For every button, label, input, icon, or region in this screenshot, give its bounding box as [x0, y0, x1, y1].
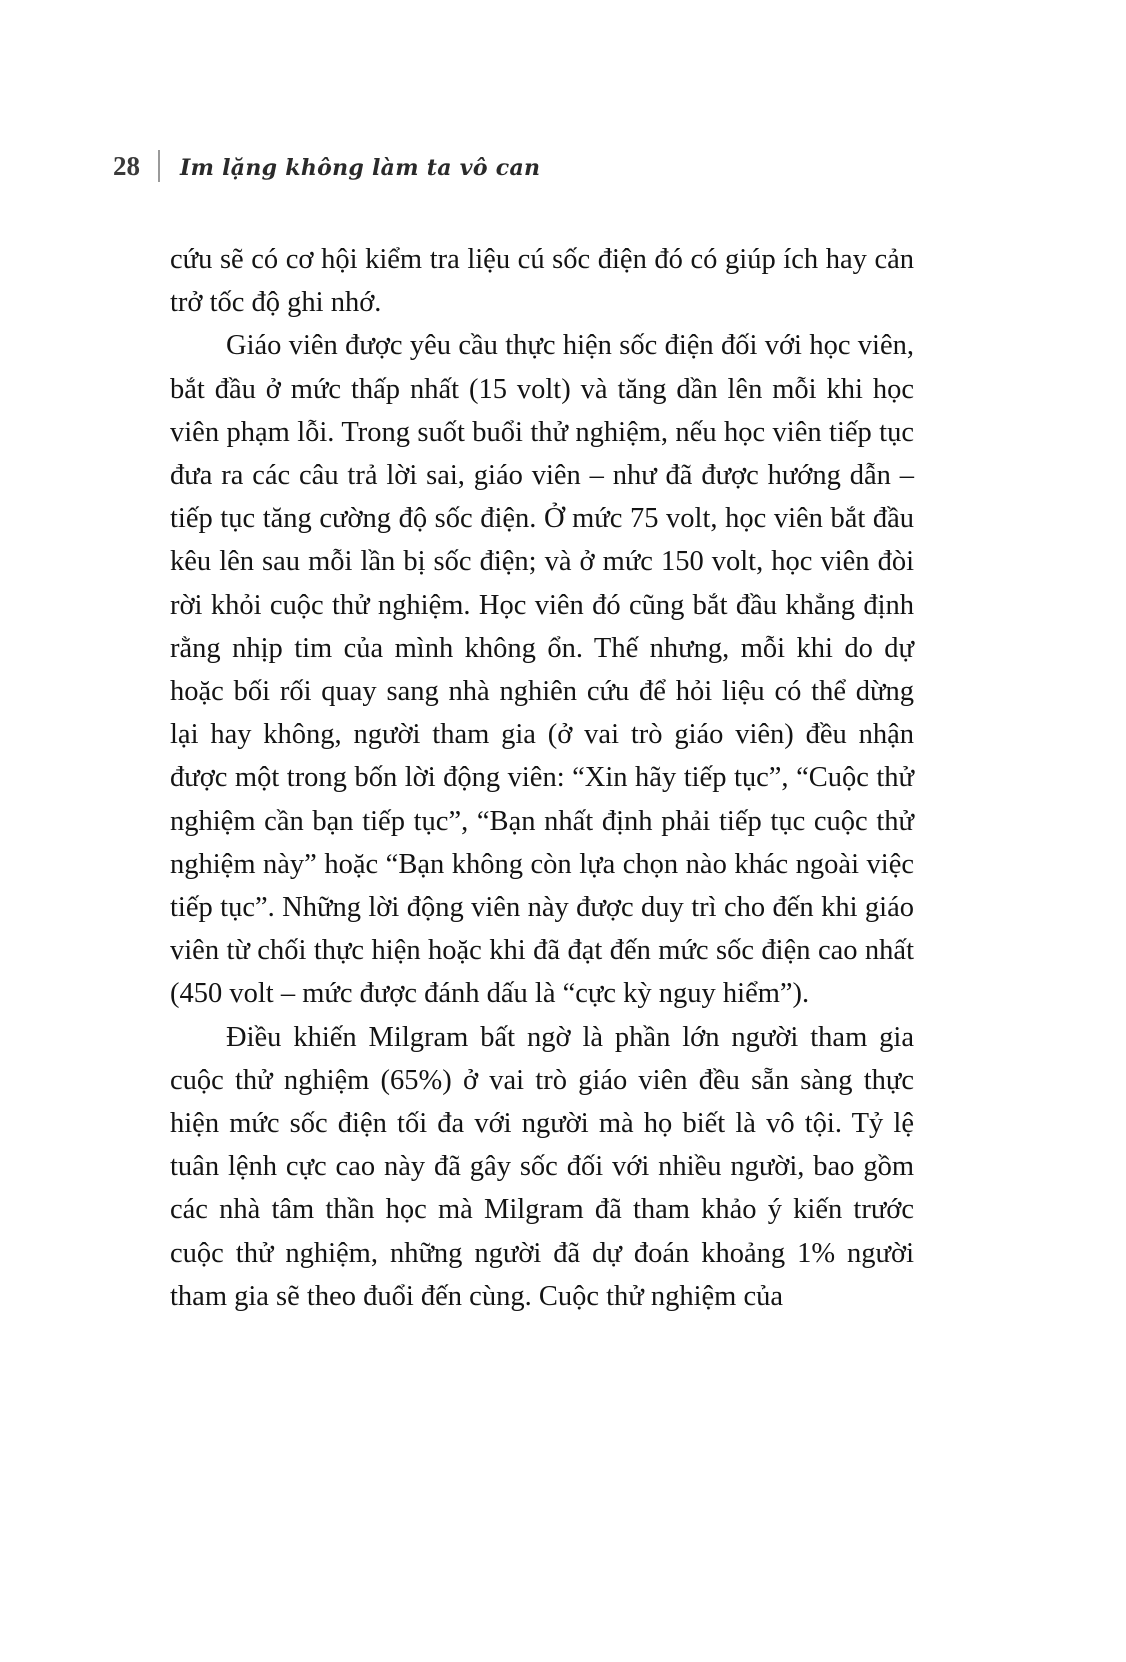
body-text [170, 238, 914, 1318]
running-title: Im lặng không làm ta vô can [180, 155, 541, 181]
paragraph-experiment-procedure: Giáo viên được yêu cầu thực hiện sốc điện đối với học viên, bắt đầu ở mức thấp nhất (15 volt) và tăng dần lên mỗi khi học viên phạm lỗi. Trong suốt buổi thử nghiệm, nếu học viên tiếp tục đưa ra các câu trả lời sai, giáo viên – như đã được hướng dẫn – tiếp tục tăng cường độ sốc điện. Ở mức 75 volt, học viên bắt đầu kêu lên sau mỗi lần bị sốc điện; và ở mức 150 volt, học viên đòi rời khỏi cuộc thử nghiệm. Học viên đó cũng bắt đầu khẳng định rằng nhịp tim của mình không ổn. Thế nhưng, mỗi khi do dự hoặc bối rối quay sang nhà nghiên cứu để hỏi liệu có thể dừng lại hay không, người tham gia (ở vai trò giáo viên) đều nhận được một trong bốn lời động viên: “Xin hãy tiếp tục”, “Cuộc thử nghiệm cần bạn tiếp tục”, “Bạn nhất định phải tiếp tục cuộc thử nghiệm này” hoặc “Bạn không còn lựa chọn nào khác ngoài việc tiếp tục”. Những lời động viên này được duy trì cho đến khi giáo viên từ chối thực hiện hoặc khi đã đạt đến mức sốc điện cao nhất (450 volt – mức được đánh dấu là “cực kỳ nguy hiểm”). [170, 330, 914, 1010]
page-number: 28 [113, 150, 140, 181]
paragraph-continuation: cứu sẽ có cơ hội kiểm tra liệu cú sốc điện đó có giúp ích hay cản trở tốc độ ghi nhớ. [170, 244, 914, 319]
page-header [113, 150, 540, 182]
paragraph-milgram-results: Điều khiến Milgram bất ngờ là phần lớn người tham gia cuộc thử nghiệm (65%) ở vai trò giáo viên đều sẵn sàng thực hiện mức sốc điện tối đa với người mà họ biết là vô tội. Tỷ lệ tuân lệnh cực cao này đã gây sốc đối với nhiều người, bao gồm các nhà tâm thần học mà Milgram đã tham khảo ý kiến trước cuộc thử nghiệm, những người đã dự đoán khoảng 1% người tham gia sẽ theo đuổi đến cùng. Cuộc thử nghiệm của [170, 1021, 914, 1312]
